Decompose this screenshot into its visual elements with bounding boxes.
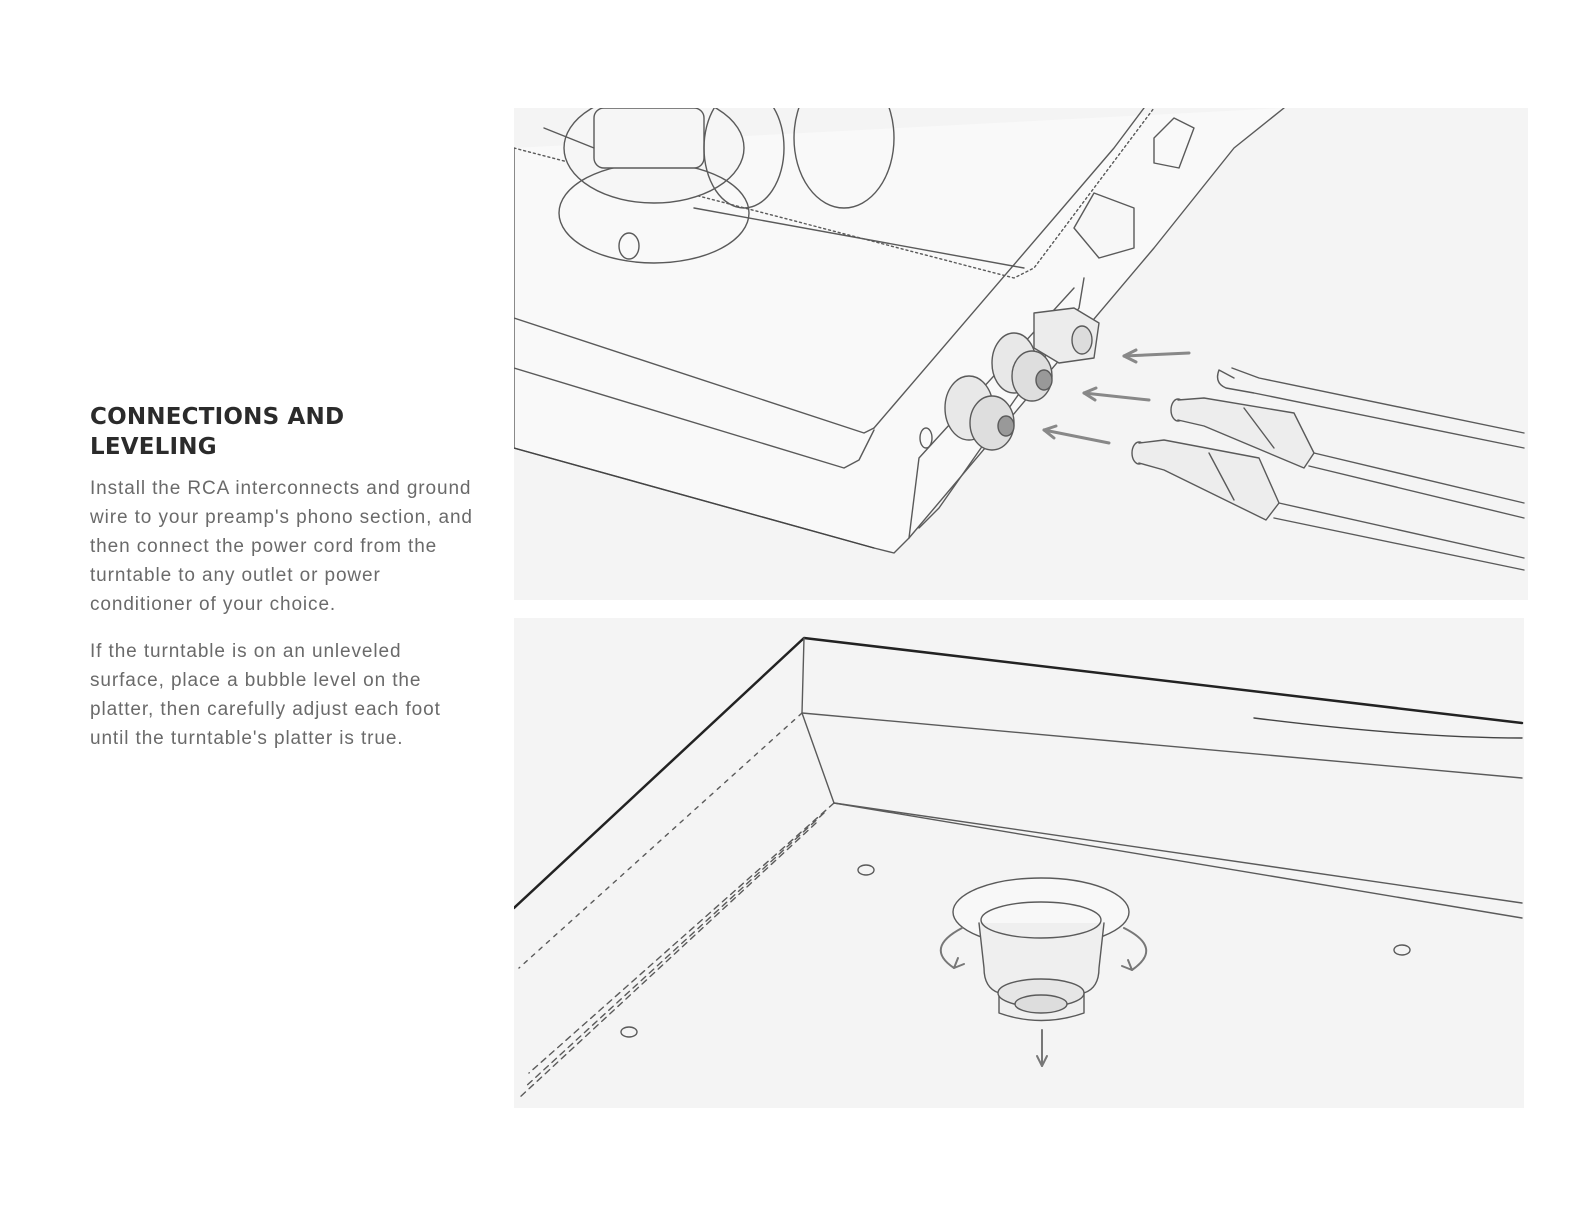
- paragraph-leveling: If the turntable is on an unleveled surface, place a bubble level on the platter, then carefully adjust each foot until the turntable's platter is true.: [90, 641, 441, 749]
- connections-line-art: [514, 108, 1528, 600]
- leveling-illustration: [514, 618, 1524, 1108]
- section-heading: CONNECTIONS AND LEVELING: [90, 404, 345, 460]
- instructions-column: [90, 402, 480, 771]
- connections-illustration: [514, 108, 1528, 600]
- paragraph-connections: Install the RCA interconnects and ground wire to your preamp's phono section, and then connect the power cord from the turntable to any outlet or power conditioner of your choice.: [90, 478, 473, 615]
- leveling-line-art: [514, 618, 1524, 1108]
